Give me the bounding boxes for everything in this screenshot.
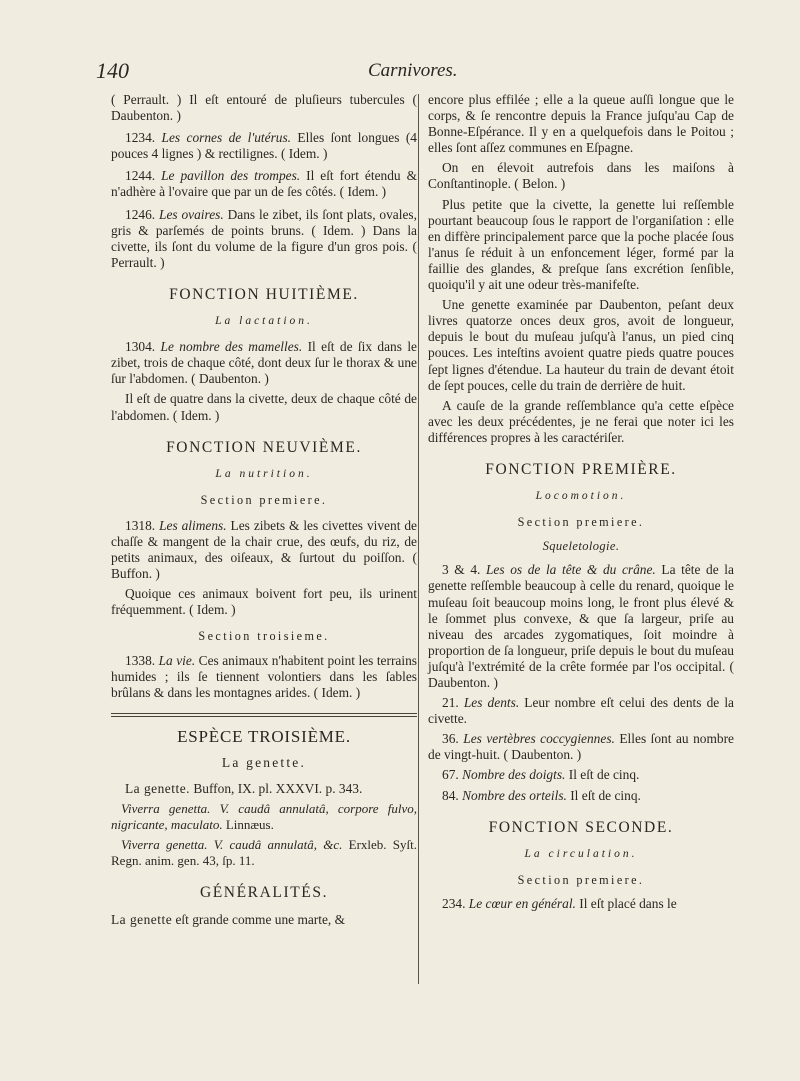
column-divider	[418, 94, 419, 984]
article-number: 234.	[442, 895, 466, 911]
right-column	[428, 92, 734, 916]
paragraph	[428, 562, 734, 691]
paragraph	[428, 896, 734, 912]
article-title: Nombre des doigts.	[462, 767, 566, 783]
sub-subsection-title: Squeletologie.	[542, 539, 620, 554]
article-number: 1318.	[125, 517, 156, 533]
article-text: Leur nombre eſt celui des dents de la civette.	[428, 695, 734, 727]
subsection-title: Section premiere.	[200, 492, 328, 507]
article-text: La tête de la genette reſſemble beaucoup à celle du renard, quoique le muſeau ſoit beaucoup moins long, le front plus élevé & le ſommet plus convexe, & que ſa largeur, priſe au niveau des arcades zygomatiques, ſoit moindre à proportion de ſa longueur, priſe depuis le bout du muſeau juſqu'à l'extrémité de la crête formée par l'os occipital. ( Daubenton. )	[428, 562, 734, 690]
article-text: Il eſt fort étendu & n'adhère à l'ovaire que par un de ſes côtés. ( Idem. )	[111, 168, 417, 200]
article-title: Les alimens.	[159, 517, 227, 533]
article-text: Ces animaux n'habitent point les terrains humides ; ils ſe tiennent volontiers dans les ſables brûlans & dans les montagnes arides. ( Idem. )	[111, 652, 417, 700]
paragraph: encore plus effilée ; elle a la queue auſſi longue que le corps, & ſe rencontre depuis la France juſqu'au Cap de Bonne-Eſpérance. Il y en a quelquefois dans le Poitou ; elles ſont aſſez communes en Eſpagne.	[428, 92, 734, 156]
article-text: Il eſt de cinq.	[565, 767, 640, 783]
article-title: Le cœur en général.	[468, 895, 576, 911]
article-text: Il eſt de cinq.	[566, 787, 641, 803]
paragraph: Une genette examinée par Daubenton, peſant deux livres quatorze onces deux gros, avoit de longueur, depuis le bout du muſeau juſqu'à l'anus, un pied cinq pouces. Les inteſtins avoient quatre pieds quatre pouces ſept lignes d'étendue. La hauteur du train de devant étoit de ſept pouces, celle du train de derrière de huit.	[428, 297, 734, 393]
double-rule-divider	[111, 713, 417, 717]
reference-line	[111, 781, 417, 797]
subsection-title: Section premiere.	[517, 872, 645, 887]
article-number: 1244.	[125, 168, 156, 184]
paragraph: A cauſe de la grande reſſemblance qu'a cette eſpèce avec les deux précédentes, je ne ferai que noter ici les différences propres à les caractériſer.	[428, 397, 734, 445]
article-number: 21.	[442, 695, 459, 711]
section-subheading: La circulation.	[524, 847, 638, 860]
article-title: Les os de la tête & du crâne.	[485, 562, 656, 578]
synonym-latin: Viverra genetta. V. caudâ annulatâ, &c.	[121, 837, 343, 853]
paragraph	[428, 731, 734, 763]
paragraph: ( Perrault. ) Il eſt entouré de pluſieurs tubercules ( Daubenton. )	[111, 92, 417, 124]
species-title: La genette.	[221, 754, 307, 770]
section-subheading: La nutrition.	[215, 467, 313, 480]
paragraph	[428, 767, 734, 783]
article-text: Il eſt de ſix dans le zibet, trois de chaque côté, dont deux ſur le thorax & une ſur l'abdomen. ( Daubenton. )	[111, 339, 417, 387]
synonym-author: Erxleb. Syſt. Regn. anim. gen. 43, ſp. 11.	[111, 837, 417, 869]
article-title: Le pavillon des trompes.	[161, 168, 301, 184]
article-number: 67.	[442, 767, 459, 783]
section-heading: FONCTION PREMIÈRE.	[485, 460, 677, 478]
article-title: Les ovaires.	[159, 206, 224, 222]
article-number: 1234.	[125, 130, 156, 146]
section-heading: FONCTION SECONDE.	[488, 818, 674, 836]
article-title: Le nombre des mamelles.	[160, 339, 303, 355]
page-header	[90, 58, 750, 88]
paragraph	[111, 339, 417, 387]
left-column	[111, 92, 417, 932]
article-text: Elles ſont au nombre de vingt-huit. ( Daubenton. )	[428, 731, 735, 763]
section-heading: GÉNÉRALITÉS.	[199, 884, 329, 902]
lead-words: La genette	[111, 911, 173, 927]
paragraph	[111, 518, 417, 582]
synonym-line	[111, 837, 417, 869]
synonym-author: Linnæus.	[222, 817, 274, 833]
article-number: 1338.	[125, 652, 156, 668]
paragraph	[428, 788, 734, 804]
article-text: Elles ſont longues (4 pouces 4 lignes ) & rectilignes. ( Idem. )	[111, 130, 417, 162]
subsection-title: Section premiere.	[517, 515, 645, 530]
section-subheading: Locomotion.	[535, 490, 627, 503]
section-heading: FONCTION HUITIÈME.	[169, 285, 359, 303]
paragraph	[428, 695, 734, 727]
paragraph: Plus petite que la civette, la genette lui reſſemble pourtant beaucoup ſous le rapport de l'organiſation : elle en diffère principalement parce que la poche placée ſous l'anus ſe réduit à un enfoncement léger, formé par la faillie des glandes, & preſque ſans excrétion ſenſible, quoiqu'il y ait une odeur très-manifeſte.	[428, 196, 734, 293]
paragraph: Quoique ces animaux boivent fort peu, ils urinent fréquemment. ( Idem. )	[111, 586, 417, 618]
paragraph: On en élevoit autrefois dans les maiſons à Conſtantinople. ( Belon. )	[428, 160, 734, 192]
article-text: Il eſt placé dans le	[575, 895, 677, 911]
article-text: Dans le zibet, ils ſont plats, ovales, gris & parſemés de points bruns. ( Idem. ) Dans la civette, ils ſont du volume de la figure d'un gros pois. ( Perrault. )	[111, 206, 417, 270]
article-text: Les zibets & les civettes vivent de chaſſe & mangent de la chair crue, des œufs, du riz, de petits animaux, des oiſeaux, & ſurtout du poiſſon. ( Buffon. )	[111, 517, 417, 582]
article-title: Nombre des orteils.	[462, 787, 567, 803]
article-title: Les cornes de l'utérus.	[161, 130, 292, 146]
article-number: 1304.	[125, 339, 156, 355]
paragraph	[111, 207, 417, 271]
article-title: Les vertèbres coccygiennes.	[463, 731, 615, 747]
section-heading: FONCTION NEUVIÈME.	[166, 438, 362, 456]
reference-lead: La genette.	[125, 781, 190, 796]
paragraph	[111, 130, 417, 162]
reference-text: Buffon, IX. pl. XXXVI. p. 343.	[189, 781, 363, 796]
paragraph	[111, 912, 417, 928]
synonym-line	[111, 801, 417, 833]
article-title: La vie.	[158, 652, 196, 668]
paragraph	[111, 168, 417, 200]
article-number: 1246.	[125, 206, 156, 222]
running-title: Carnivores.	[368, 60, 458, 81]
article-number: 84.	[442, 787, 459, 803]
species-heading: ESPÈCE TROISIÈME.	[177, 726, 351, 746]
article-number: 3 & 4.	[442, 562, 481, 578]
paragraph: Il eſt de quatre dans la civette, deux de chaque côté de l'abdomen. ( Idem. )	[111, 391, 417, 423]
article-title: Les dents.	[463, 695, 520, 711]
subsection-title: Section troisieme.	[198, 629, 330, 644]
article-text: eſt grande comme une marte, &	[172, 911, 346, 927]
synonym-latin: Viverra genetta. V. caudâ annulatâ, corpore fulvo, nigricante, maculato.	[111, 801, 417, 833]
section-subheading: La lactation.	[215, 315, 313, 328]
page-number: 140	[96, 58, 129, 83]
article-number: 36.	[442, 731, 459, 747]
paragraph	[111, 653, 417, 701]
